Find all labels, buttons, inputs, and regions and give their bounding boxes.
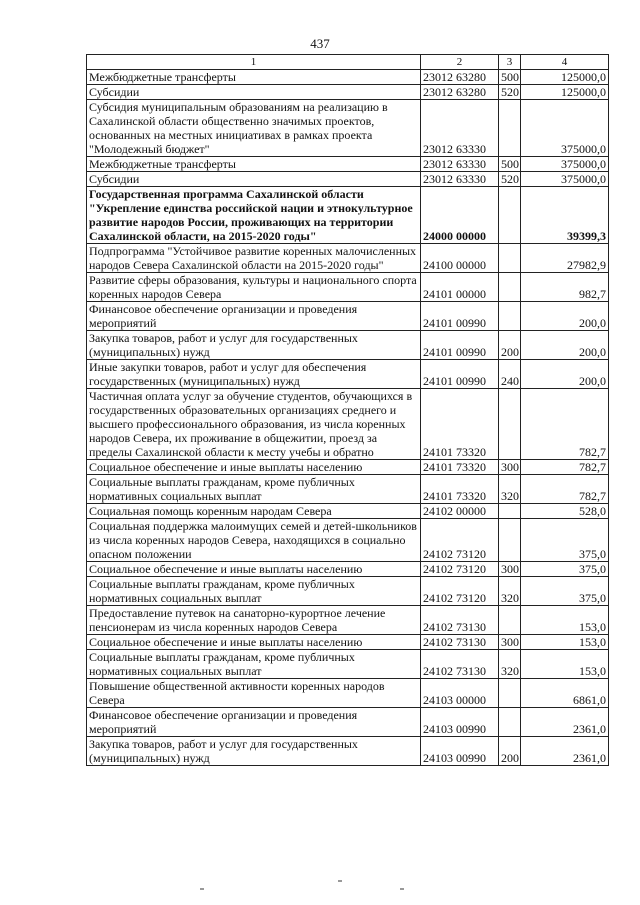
row-type bbox=[499, 302, 521, 331]
row-code: 24102 73130 bbox=[421, 635, 499, 650]
row-amount: 375000,0 bbox=[521, 172, 609, 187]
row-name: Развитие сферы образования, культуры и национального спорта коренных народов Севера bbox=[87, 273, 421, 302]
row-type: 200 bbox=[499, 331, 521, 360]
header-col-1: 1 bbox=[87, 55, 421, 70]
row-name: Закупка товаров, работ и услуг для государственных (муниципальных) нужд bbox=[87, 331, 421, 360]
page-number: 437 bbox=[310, 36, 330, 51]
row-name: Социальная помощь коренным народам Севера bbox=[87, 504, 421, 519]
row-type: 520 bbox=[499, 172, 521, 187]
row-name: Государственная программа Сахалинской области "Укрепление единства российской нации и этнокультурное развитие народов России, проживающих на территории Сахалинской области, на 2015-2020 годы" bbox=[87, 187, 421, 244]
row-type bbox=[499, 606, 521, 635]
row-name: Субсидии bbox=[87, 85, 421, 100]
row-amount: 375000,0 bbox=[521, 100, 609, 157]
header-col-4: 4 bbox=[521, 55, 609, 70]
row-name: Субсидия муниципальным образованиям на реализацию в Сахалинской области общественно значимых проектов, основанных на местных инициативах в рамках проекта "Молодежный бюджет" bbox=[87, 100, 421, 157]
row-type: 300 bbox=[499, 460, 521, 475]
table-row bbox=[87, 679, 609, 708]
row-type bbox=[499, 273, 521, 302]
row-code: 23012 63280 bbox=[421, 70, 499, 85]
row-type: 300 bbox=[499, 562, 521, 577]
row-name: Социальные выплаты гражданам, кроме публичных нормативных социальных выплат bbox=[87, 475, 421, 504]
table-row bbox=[87, 70, 609, 85]
table-row bbox=[87, 389, 609, 460]
table-row bbox=[87, 606, 609, 635]
row-name: Социальное обеспечение и иные выплаты населению bbox=[87, 562, 421, 577]
row-amount: 153,0 bbox=[521, 650, 609, 679]
row-amount: 982,7 bbox=[521, 273, 609, 302]
row-amount: 39399,3 bbox=[521, 187, 609, 244]
table-row bbox=[87, 475, 609, 504]
row-name: Межбюджетные трансферты bbox=[87, 70, 421, 85]
table-row bbox=[87, 650, 609, 679]
row-type: 200 bbox=[499, 737, 521, 766]
row-amount: 375,0 bbox=[521, 562, 609, 577]
scan-speck bbox=[338, 880, 342, 882]
row-type: 320 bbox=[499, 577, 521, 606]
row-type bbox=[499, 504, 521, 519]
row-amount: 200,0 bbox=[521, 331, 609, 360]
row-amount: 782,7 bbox=[521, 475, 609, 504]
table-row bbox=[87, 187, 609, 244]
row-code: 24100 00000 bbox=[421, 244, 499, 273]
table-row bbox=[87, 577, 609, 606]
row-amount: 2361,0 bbox=[521, 708, 609, 737]
row-amount: 375,0 bbox=[521, 577, 609, 606]
scan-speck bbox=[200, 888, 204, 890]
row-type: 240 bbox=[499, 360, 521, 389]
row-amount: 375,0 bbox=[521, 519, 609, 562]
table-row bbox=[87, 244, 609, 273]
budget-table bbox=[86, 54, 609, 766]
row-type bbox=[499, 244, 521, 273]
row-name: Повышение общественной активности коренных народов Севера bbox=[87, 679, 421, 708]
row-code: 24101 73320 bbox=[421, 460, 499, 475]
row-type bbox=[499, 708, 521, 737]
row-code: 24101 00990 bbox=[421, 360, 499, 389]
table-header-row bbox=[87, 55, 609, 70]
row-code: 24101 73320 bbox=[421, 389, 499, 460]
row-name: Социальные выплаты гражданам, кроме публичных нормативных социальных выплат bbox=[87, 577, 421, 606]
row-amount: 782,7 bbox=[521, 460, 609, 475]
row-amount: 27982,9 bbox=[521, 244, 609, 273]
header-col-3: 3 bbox=[499, 55, 521, 70]
table-row bbox=[87, 504, 609, 519]
row-name: Закупка товаров, работ и услуг для государственных (муниципальных) нужд bbox=[87, 737, 421, 766]
row-name: Иные закупки товаров, работ и услуг для обеспечения государственных (муниципальных) нужд bbox=[87, 360, 421, 389]
row-type bbox=[499, 100, 521, 157]
row-type: 320 bbox=[499, 650, 521, 679]
row-type: 500 bbox=[499, 157, 521, 172]
row-code: 23012 63330 bbox=[421, 157, 499, 172]
row-code: 24102 73120 bbox=[421, 519, 499, 562]
table-row bbox=[87, 708, 609, 737]
row-amount: 528,0 bbox=[521, 504, 609, 519]
row-code: 24101 00000 bbox=[421, 273, 499, 302]
table-row bbox=[87, 273, 609, 302]
row-amount: 6861,0 bbox=[521, 679, 609, 708]
row-code: 24102 73130 bbox=[421, 606, 499, 635]
row-amount: 375000,0 bbox=[521, 157, 609, 172]
row-amount: 125000,0 bbox=[521, 85, 609, 100]
row-type: 300 bbox=[499, 635, 521, 650]
row-name: Предоставление путевок на санаторно-курортное лечение пенсионерам из числа коренных народов Севера bbox=[87, 606, 421, 635]
row-name: Социальное обеспечение и иные выплаты населению bbox=[87, 460, 421, 475]
row-code: 24101 00990 bbox=[421, 302, 499, 331]
row-name: Субсидии bbox=[87, 172, 421, 187]
row-code: 24000 00000 bbox=[421, 187, 499, 244]
row-amount: 153,0 bbox=[521, 606, 609, 635]
row-amount: 153,0 bbox=[521, 635, 609, 650]
row-code: 24102 73130 bbox=[421, 650, 499, 679]
row-name: Социальная поддержка малоимущих семей и детей-школьников из числа коренных народов Севера, находящихся в социально опасном положении bbox=[87, 519, 421, 562]
row-name: Финансовое обеспечение организации и проведения мероприятий bbox=[87, 302, 421, 331]
table-row bbox=[87, 519, 609, 562]
row-type: 500 bbox=[499, 70, 521, 85]
row-amount: 2361,0 bbox=[521, 737, 609, 766]
table-row bbox=[87, 172, 609, 187]
row-amount: 125000,0 bbox=[521, 70, 609, 85]
scan-speck bbox=[400, 888, 404, 890]
row-code: 24103 00990 bbox=[421, 737, 499, 766]
row-amount: 200,0 bbox=[521, 360, 609, 389]
row-code: 24102 73120 bbox=[421, 577, 499, 606]
row-amount: 782,7 bbox=[521, 389, 609, 460]
row-code: 24103 00000 bbox=[421, 679, 499, 708]
table-row bbox=[87, 100, 609, 157]
row-code: 23012 63330 bbox=[421, 172, 499, 187]
table-row bbox=[87, 331, 609, 360]
row-code: 24101 00990 bbox=[421, 331, 499, 360]
table-row bbox=[87, 635, 609, 650]
row-code: 24102 00000 bbox=[421, 504, 499, 519]
table-row bbox=[87, 562, 609, 577]
row-name: Частичная оплата услуг за обучение студентов, обучающихся в государственных образовательных организациях среднего и высшего профессионального образования, из числа коренных народов Севера, их проживание в общежитии, проезд за пределы Сахалинской области к месту учебы и обратно bbox=[87, 389, 421, 460]
row-amount: 200,0 bbox=[521, 302, 609, 331]
row-name: Социальное обеспечение и иные выплаты населению bbox=[87, 635, 421, 650]
row-type bbox=[499, 679, 521, 708]
row-code: 24102 73120 bbox=[421, 562, 499, 577]
table-row bbox=[87, 737, 609, 766]
table-row bbox=[87, 85, 609, 100]
row-code: 24103 00990 bbox=[421, 708, 499, 737]
row-type bbox=[499, 187, 521, 244]
table-row bbox=[87, 460, 609, 475]
row-type: 320 bbox=[499, 475, 521, 504]
table-row bbox=[87, 360, 609, 389]
row-code: 24101 73320 bbox=[421, 475, 499, 504]
row-name: Подпрограмма "Устойчивое развитие коренных малочисленных народов Севера Сахалинской области на 2015-2020 годы" bbox=[87, 244, 421, 273]
row-name: Финансовое обеспечение организации и проведения мероприятий bbox=[87, 708, 421, 737]
row-name: Социальные выплаты гражданам, кроме публичных нормативных социальных выплат bbox=[87, 650, 421, 679]
row-type bbox=[499, 389, 521, 460]
row-code: 23012 63330 bbox=[421, 100, 499, 157]
table-row bbox=[87, 157, 609, 172]
table-row bbox=[87, 302, 609, 331]
row-name: Межбюджетные трансферты bbox=[87, 157, 421, 172]
header-col-2: 2 bbox=[421, 55, 499, 70]
row-type: 520 bbox=[499, 85, 521, 100]
row-code: 23012 63280 bbox=[421, 85, 499, 100]
row-type bbox=[499, 519, 521, 562]
